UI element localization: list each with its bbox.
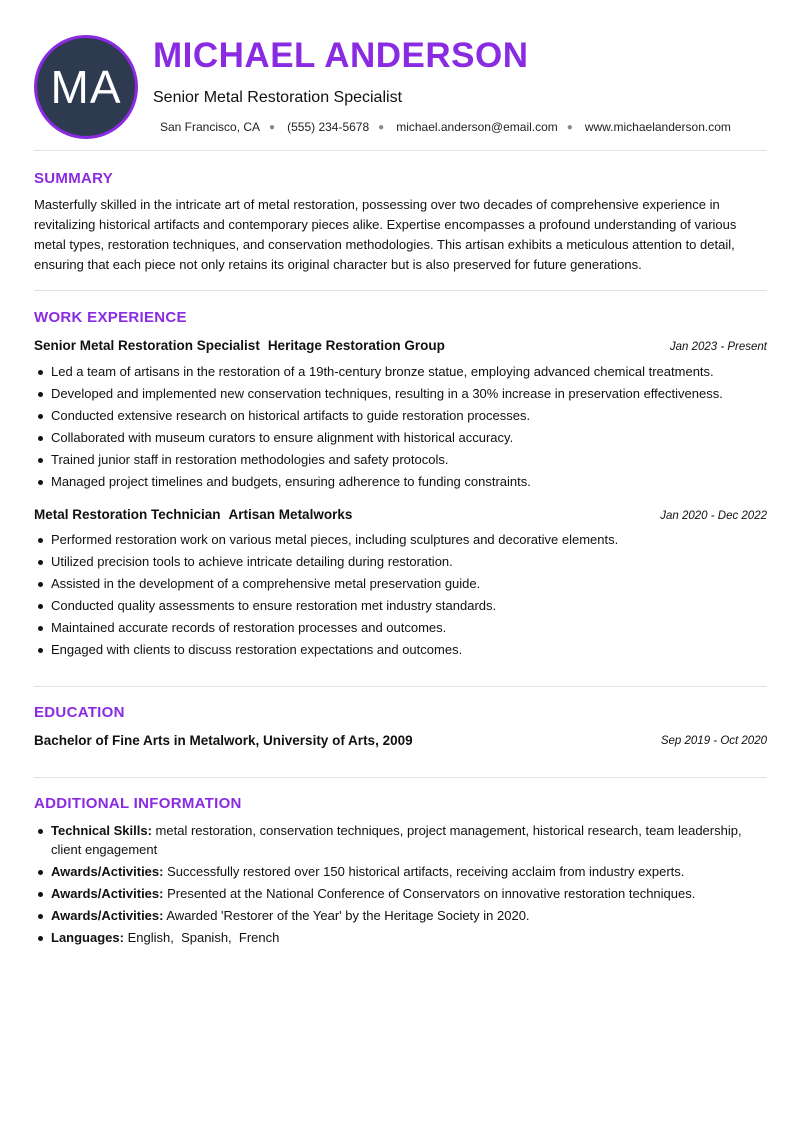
summary-text: Masterfully skilled in the intricate art of metal restoration, possessing over two decades of comprehensive experience in revitalizing historical artifacts and contemporary pieces alike. Expertise encompasses a profound understanding of various metal types, restoration techniques, and conservation methodologies. This artisan exhibits a meticulous attention to detail, ensuring that each piece not only retains its original character but is also preserved for future generations. bbox=[34, 197, 737, 272]
job-title: Metal Restoration Technician bbox=[34, 507, 221, 522]
list-item: Assisted in the development of a comprehensive metal preservation guide. bbox=[34, 573, 767, 595]
separator-dot-icon: ● bbox=[566, 121, 573, 133]
info-text: Awarded 'Restorer of the Year' by the Heritage Society in 2020. bbox=[166, 908, 530, 923]
list-item: Led a team of artisans in the restoration of a 19th-century bronze statue, employing advanced chemical treatments. bbox=[34, 361, 767, 383]
contact-website[interactable]: www.michaelanderson.com bbox=[584, 120, 731, 134]
list-item: Conducted extensive research on historical artifacts to guide restoration processes. bbox=[34, 405, 767, 427]
additional-list bbox=[34, 821, 767, 950]
job-dates: Jan 2023 - Present bbox=[669, 341, 767, 353]
header-divider bbox=[34, 150, 767, 151]
additional-heading: ADDITIONAL INFORMATION bbox=[34, 795, 242, 812]
job-bullets bbox=[34, 529, 767, 661]
education-divider bbox=[34, 777, 767, 778]
summary-divider bbox=[34, 290, 767, 291]
list-item: Utilized precision tools to achieve intricate detailing during restoration. bbox=[34, 551, 767, 573]
experience-heading: WORK EXPERIENCE bbox=[34, 309, 187, 326]
avatar-initials: MA bbox=[50, 61, 122, 113]
contact-location: San Francisco, CA bbox=[160, 120, 261, 134]
list-item bbox=[34, 884, 767, 903]
list-item bbox=[34, 906, 767, 925]
list-item: Developed and implemented new conservation techniques, resulting in a 30% increase in preservation effectiveness. bbox=[34, 383, 767, 405]
info-text: Successfully restored over 150 historical artifacts, receiving acclaim from industry experts. bbox=[167, 864, 685, 879]
list-item bbox=[34, 928, 767, 947]
education-degree: Bachelor of Fine Arts in Metalwork, University of Arts, 2009 bbox=[34, 733, 413, 748]
list-item: Engaged with clients to discuss restoration expectations and outcomes. bbox=[34, 639, 767, 661]
contact-email[interactable]: michael.anderson@email.com bbox=[396, 120, 558, 134]
separator-dot-icon: ● bbox=[269, 121, 276, 133]
job-dates: Jan 2020 - Dec 2022 bbox=[660, 510, 767, 522]
experience-divider bbox=[34, 686, 767, 687]
summary-heading: SUMMARY bbox=[34, 170, 114, 187]
candidate-name: MICHAEL ANDERSON bbox=[153, 36, 529, 75]
job-heading bbox=[34, 507, 352, 522]
info-text: Presented at the National Conference of Conservators on innovative restoration techniques. bbox=[167, 886, 696, 901]
list-item: Maintained accurate records of restoration processes and outcomes. bbox=[34, 617, 767, 639]
job-company: Artisan Metalworks bbox=[228, 507, 353, 522]
list-item: Collaborated with museum curators to ensure alignment with historical accuracy. bbox=[34, 427, 767, 449]
list-item: Performed restoration work on various metal pieces, including sculptures and decorative elements. bbox=[34, 529, 767, 551]
job-company: Heritage Restoration Group bbox=[267, 338, 445, 353]
info-label: Languages: bbox=[51, 930, 124, 945]
info-label: Awards/Activities: bbox=[51, 864, 164, 879]
job-heading bbox=[34, 338, 445, 353]
list-item: Trained junior staff in restoration methodologies and safety protocols. bbox=[34, 449, 767, 471]
info-text: metal restoration, conservation techniques, project management, historical research, team leadership, client engagement bbox=[51, 823, 742, 857]
list-item: Conducted quality assessments to ensure restoration met industry standards. bbox=[34, 595, 767, 617]
job-title: Senior Metal Restoration Specialist bbox=[34, 338, 260, 353]
contact-phone: (555) 234-5678 bbox=[287, 120, 370, 134]
info-text: English, Spanish, French bbox=[127, 930, 280, 945]
list-item bbox=[34, 862, 767, 881]
contact-bar bbox=[160, 120, 731, 134]
separator-dot-icon: ● bbox=[378, 121, 385, 133]
education-dates: Sep 2019 - Oct 2020 bbox=[660, 735, 767, 747]
info-label: Technical Skills: bbox=[51, 823, 152, 838]
education-heading: EDUCATION bbox=[34, 704, 125, 721]
list-item: Managed project timelines and budgets, ensuring adherence to funding constraints. bbox=[34, 471, 767, 493]
list-item bbox=[34, 821, 767, 859]
job-bullets bbox=[34, 361, 767, 493]
candidate-title: Senior Metal Restoration Specialist bbox=[153, 89, 403, 106]
info-label: Awards/Activities: bbox=[51, 886, 164, 901]
avatar bbox=[34, 35, 138, 139]
info-label: Awards/Activities: bbox=[51, 908, 164, 923]
